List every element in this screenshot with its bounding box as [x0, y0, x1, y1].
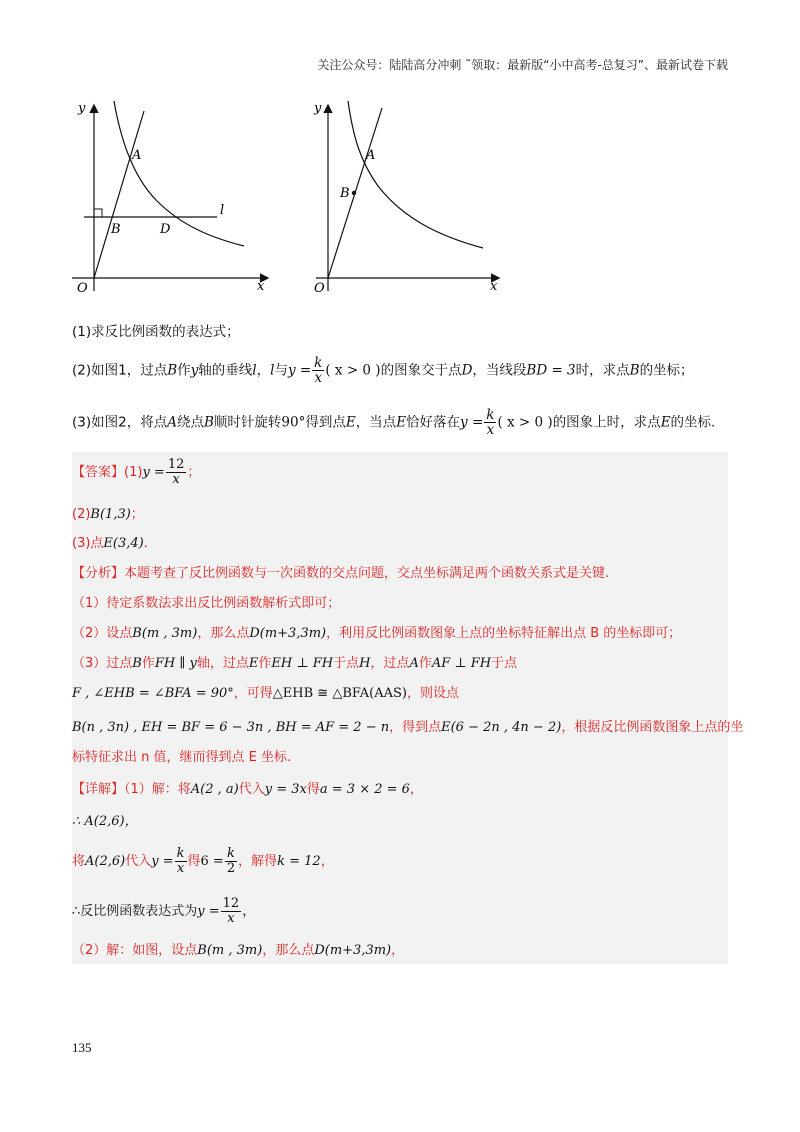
label-x: x	[490, 279, 498, 294]
detail-4: ∴反比例函数表达式为y = $\frac{12}{x}$ ，	[72, 896, 256, 926]
analysis-step-3-cont-2: B(n , 3n) , EH = BF = 6 − 3n , BH = AF = 2 − n，得到点E(6 − 2n , 4n − 2)，根据反比例函数图象上点的坐	[72, 720, 744, 735]
figure-2	[298, 96, 508, 296]
label-l: l	[220, 203, 225, 218]
analysis-intro: 【分析】本题考查了反比例函数与一次函数的交点问题，交点坐标满足两个函数关系式是关键.	[72, 566, 610, 581]
answer-2: (2)B(1,3)；	[72, 507, 144, 522]
answer-panel	[72, 452, 744, 964]
hyperbola-curve	[348, 101, 483, 248]
page-header: 关注公众号：陆陆高分冲刺 ˜领取：最新版“小中高考-总复习”、最新试卷下载	[317, 58, 728, 72]
figure-1	[62, 96, 282, 296]
analysis-step-3: （3）过点B作FH ∥ y轴，过点E作EH ⊥ FH于点H，过点A作AF ⊥ FH于点	[72, 656, 518, 671]
detail-2: ∴ A(2,6)，	[72, 814, 138, 829]
label-D: D	[160, 222, 171, 237]
question-2: (2)如图1，过点B作y轴的垂线l，l与y = $\frac{k}{x}$ ( x > 0 )的图象交于点D，当线段BD = 3时，求点B的坐标；	[72, 355, 694, 387]
detail-1: 【详解】（1）解：将A(2 , a)代入y = 3x得a = 3 × 2 = 6，	[72, 782, 423, 797]
label-y: y	[314, 101, 322, 116]
label-A: A	[132, 148, 142, 163]
label-B: B	[111, 222, 121, 237]
line-OA	[94, 111, 144, 278]
point-B	[352, 191, 356, 195]
hyperbola-curve	[114, 101, 244, 246]
label-x: x	[257, 279, 265, 294]
analysis-step-3-cont-1: F , ∠EHB = ∠BFA = 90°，可得△EHB ≅ △BFA(AAS)，则设点	[72, 686, 460, 701]
label-y: y	[78, 101, 86, 116]
analysis-step-3-cont-3: 标特征求出 n 值，继而得到点 E 坐标.	[72, 750, 292, 765]
label-A: A	[366, 148, 376, 163]
detail-3: 将A(2,6)代入y = $\frac{k}{x}$ 得6 = $\frac{k}{2}$ ，解得k = 12，	[72, 846, 334, 876]
right-angle-mark	[94, 209, 102, 217]
question-1: (1)求反比例函数的表达式；	[72, 324, 240, 340]
answer-3: (3)点E(3,4).	[72, 536, 148, 551]
page-number: 135	[72, 1040, 92, 1055]
question-3: (3)如图2，将点A绕点B顺时针旋转90°得到点E，当点E恰好落在y = $\frac{k}{x}$ ( x > 0 )的图象上时，求点E的坐标.	[72, 407, 716, 439]
analysis-step-1: （1）待定系数法求出反比例函数解析式即可；	[72, 596, 341, 611]
detail-5: （2）解：如图，设点B(m , 3m)，那么点D(m+3,3m)，	[72, 943, 405, 958]
label-O: O	[314, 281, 325, 296]
label-B: B	[340, 186, 350, 201]
answer-1: 【答案】(1)y = $\frac{12}{x}$ ；	[72, 457, 201, 487]
analysis-step-2: （2）设点B(m , 3m)，那么点D(m+3,3m)，利用反比例函数图象上点的坐标特征解出点 B 的坐标即可；	[72, 626, 682, 641]
label-O: O	[77, 281, 88, 296]
